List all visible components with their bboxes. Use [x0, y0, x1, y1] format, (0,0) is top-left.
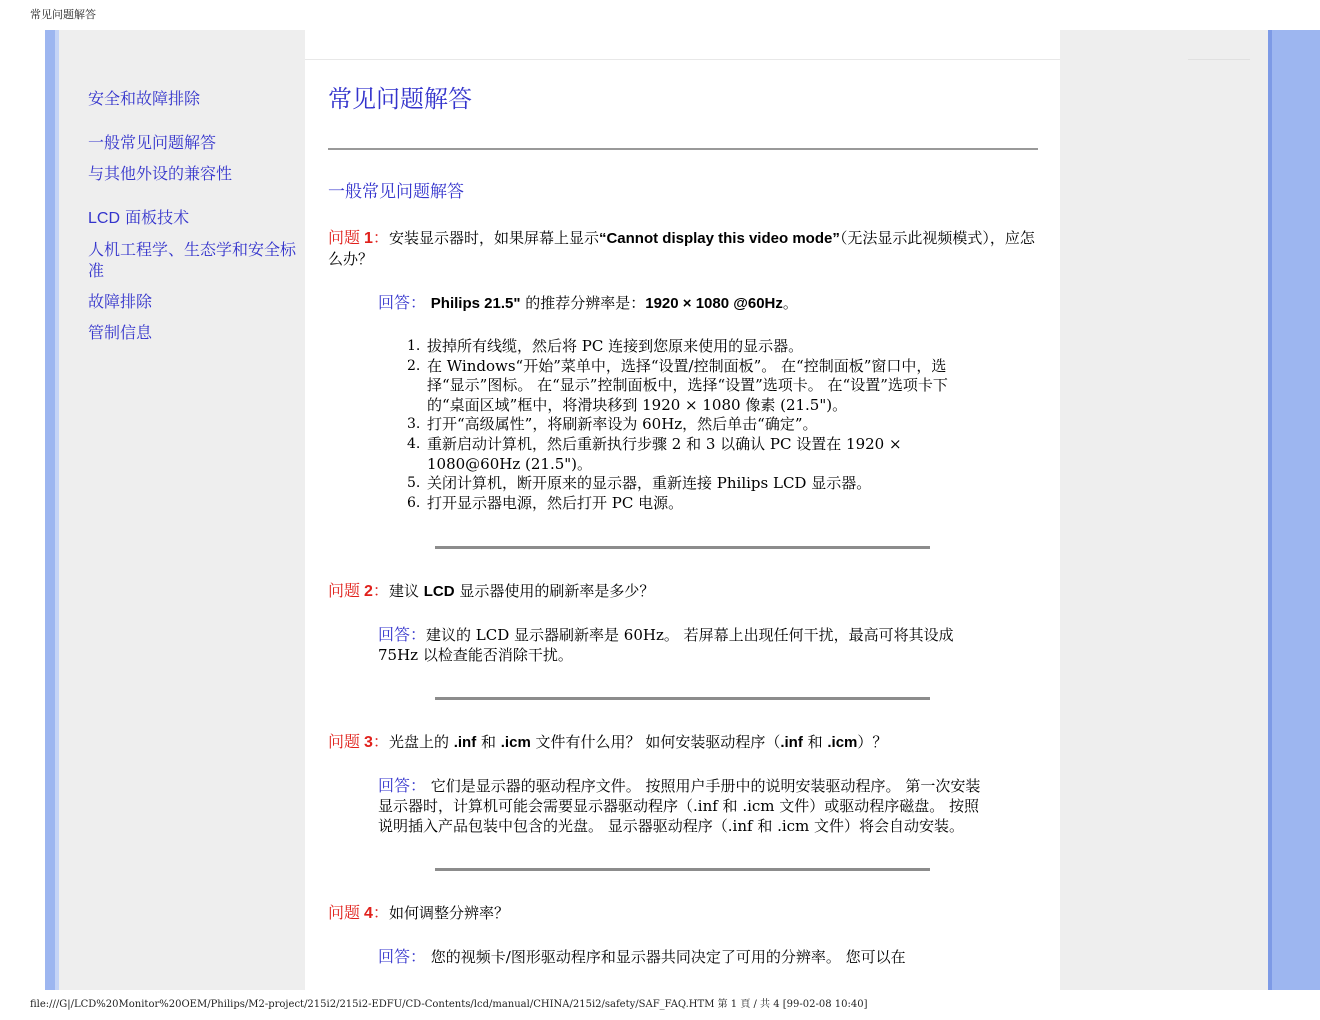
- question-label: 问题: [328, 903, 361, 923]
- list-item: 重新启动计算机，然后重新执行步骤 2 和 3 以确认 PC 设置在 1920 × 1080@60Hz (21.5")。: [427, 434, 902, 473]
- question-3: [328, 731, 1038, 753]
- question-text: 如何调整分辨率？: [388, 904, 509, 923]
- answer-text: 的推荐分辨率是：: [520, 294, 646, 312]
- question-emphasis: .inf: [453, 734, 477, 752]
- answer-label: 回答：: [378, 293, 427, 312]
- steps-list: [427, 337, 967, 513]
- question-text-end: 显示器使用的刷新率是多少？: [454, 582, 655, 601]
- question-colon: ：: [372, 581, 389, 601]
- question-label: 问题: [328, 228, 361, 247]
- nav-link-safety[interactable]: 安全和故障排除: [88, 89, 201, 108]
- question-emphasis: .icm: [827, 734, 858, 752]
- answer-text: 它们是显示器的驱动程序文件。 按照用户手册中的说明安装驱动程序。 第一次安装显示器时，计算机可能会需要显示器驱动程序（.inf 和 .icm 文件）或驱动程序磁盘。 按照说明插入产品包装中包含的光盘。 显示器驱动程序（.inf 和 .icm 文件）将会自动安装。: [378, 777, 981, 836]
- right-panel-line: [1188, 59, 1250, 60]
- question-text-end: ）？: [857, 733, 888, 752]
- page-title: 常见问题解答: [328, 85, 472, 113]
- question-emphasis: LCD: [423, 583, 455, 601]
- question-text-end: （无法显示此视频模式），应怎么办？: [328, 229, 1035, 268]
- title-rule: [328, 148, 1038, 150]
- question-emphasis: “Cannot display this video mode”: [598, 230, 840, 247]
- question-1: [328, 227, 1038, 270]
- question-number: 4: [364, 905, 373, 923]
- question-colon: ：: [372, 228, 389, 247]
- answer-label: 回答：: [378, 776, 427, 796]
- question-colon: ：: [372, 732, 389, 752]
- question-emphasis: .inf: [780, 734, 803, 752]
- list-item: 在 Windows“开始”菜单中，选择“设置/控制面板”。 在“控制面板”窗口中，选择“显示”图标。 在“显示”控制面板中，选择“设置”选项卡。 在“设置”选项卡下的“桌面区域”框中，将滑块移到 1920 × 1080 像素 (21.5")。: [427, 356, 948, 414]
- print-header: 常见问题解答: [30, 8, 96, 21]
- list-item: 关闭计算机，断开原来的显示器，重新连接 Philips LCD 显示器。: [427, 474, 872, 493]
- answer-model: Philips 21.5": [430, 295, 521, 312]
- nav-link-lcd-panel[interactable]: LCD 面板技术: [88, 208, 190, 227]
- nav-link-general-faq[interactable]: 一般常见问题解答: [88, 133, 217, 152]
- right-frame-bar-edge: [1268, 30, 1272, 990]
- answer-label: 回答：: [378, 625, 427, 645]
- question-label: 问题: [328, 581, 361, 601]
- section-divider: [435, 697, 930, 700]
- question-text: 和: [476, 733, 501, 752]
- question-label: 问题: [328, 732, 361, 752]
- answer-label: 回答：: [378, 947, 427, 967]
- answer-text: 您的视频卡/图形驱动程序和显示器共同决定了可用的分辨率。 您可以在: [426, 948, 906, 967]
- answer-4: [378, 947, 988, 967]
- section-divider: [435, 868, 930, 871]
- question-2: [328, 580, 1038, 602]
- question-colon: ：: [372, 903, 389, 923]
- print-footer: file:///G|/LCD%20Monitor%20OEM/Philips/M2-project/215i2/215i2-EDFU/CD-Contents/lcd/manual/CHINA/215i2/safety/SAF_FAQ.HTM 第 1 頁 / 共 4 [99-02-08 10:40]: [30, 999, 868, 1010]
- answer-resolution: 1920 × 1080 @60Hz: [645, 295, 783, 312]
- question-4: [328, 902, 1038, 924]
- answer-text: 建议的 LCD 显示器刷新率是 60Hz。 若屏幕上出现任何干扰，最高可将其设成 75Hz 以检查能否消除干扰。: [378, 626, 954, 665]
- question-text: 建议: [388, 582, 424, 601]
- section-divider: [435, 546, 930, 549]
- answer-3: [378, 776, 988, 836]
- question-number: 3: [364, 734, 373, 752]
- right-gray-panel: [1060, 30, 1268, 990]
- answer-period: 。: [782, 294, 798, 312]
- nav-link-troubleshooting[interactable]: 故障排除: [88, 292, 153, 311]
- question-number: 1: [364, 230, 373, 247]
- question-text: 光盘上的: [388, 733, 454, 752]
- nav-link-compatibility[interactable]: 与其他外设的兼容性: [88, 164, 233, 183]
- question-text: 和: [802, 733, 828, 752]
- question-text: 文件有什么用？ 如何安装驱动程序（: [530, 733, 781, 752]
- answer-1: [378, 293, 988, 314]
- nav-link-regulatory[interactable]: 管制信息: [88, 323, 153, 342]
- nav-link-ergonomics[interactable]: 人机工程学、生态学和安全标准: [88, 240, 297, 280]
- list-item: 打开显示器电源，然后打开 PC 电源。: [427, 493, 684, 512]
- list-item: 打开“高级属性”，将刷新率设为 60Hz，然后单击“确定”。: [427, 415, 818, 434]
- list-item: 拔掉所有线缆，然后将 PC 连接到您原来使用的显示器。: [427, 337, 804, 355]
- question-text: 安装显示器时，如果屏幕上显示: [388, 229, 599, 247]
- question-emphasis: .icm: [500, 734, 531, 752]
- right-frame-bar: [1268, 30, 1320, 990]
- sidebar-nav: [88, 88, 300, 343]
- question-number: 2: [364, 583, 373, 601]
- main-top-line: [305, 59, 1060, 60]
- answer-2: [378, 625, 988, 665]
- content-area: [328, 82, 1038, 967]
- section-title: 一般常见问题解答: [328, 182, 464, 202]
